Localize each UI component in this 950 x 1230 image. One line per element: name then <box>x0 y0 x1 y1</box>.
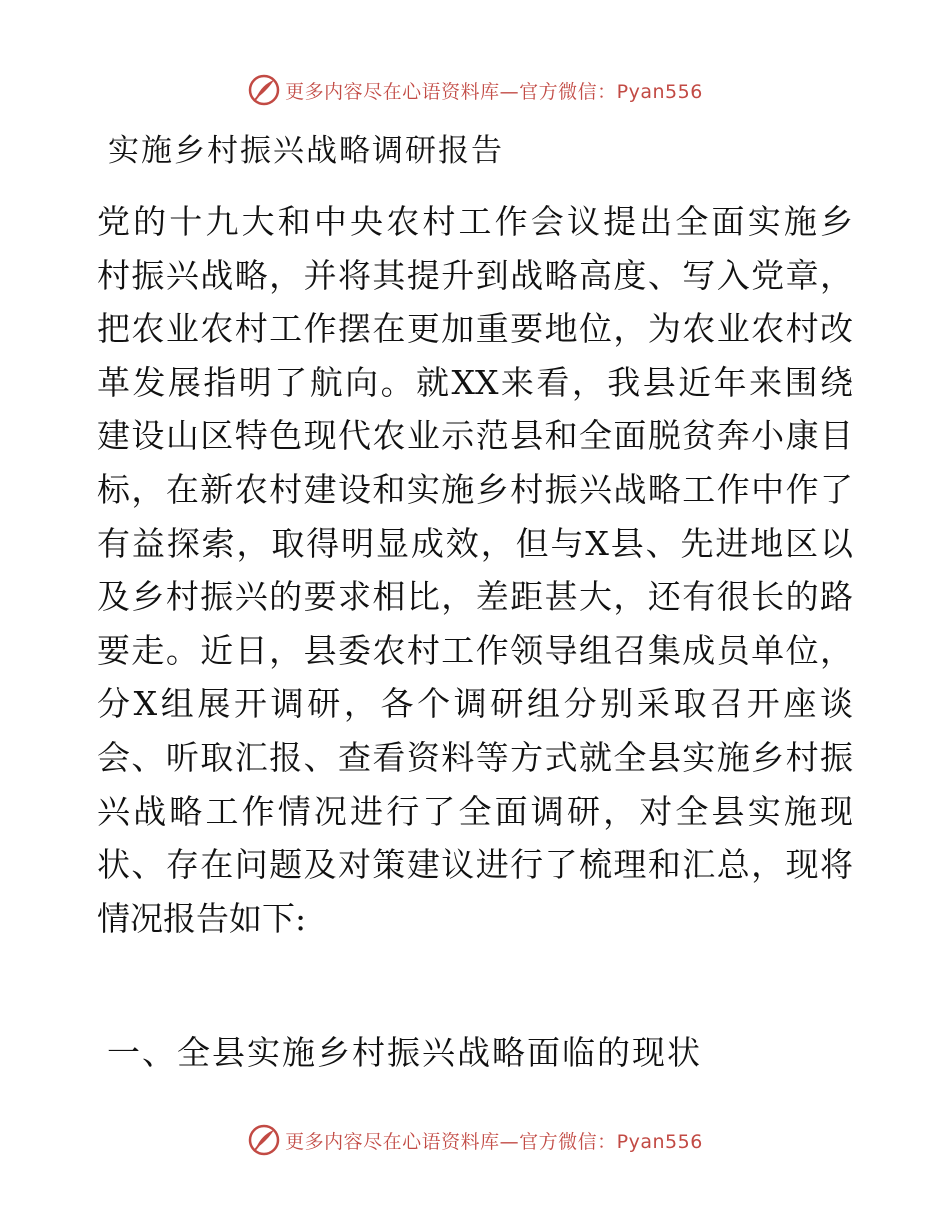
body-line: 分X组展开调研，各个调研组分别采取召开座谈 <box>97 684 853 724</box>
body-paragraph <box>97 195 853 945</box>
body-line: 把农业农村工作摆在更加重要地位，为农业农村改 <box>97 309 853 349</box>
quill-logo-icon <box>247 73 281 107</box>
watermark-text: 更多内容尽在心语资料库—官方微信：Pyan556 <box>285 1130 703 1153</box>
section-heading: 一、全县实施乡村振兴战略面临的现状 <box>107 1033 702 1072</box>
quill-logo-icon <box>247 1123 281 1157</box>
body-line: 要走。近日，县委农村工作领导组召集成员单位， <box>97 630 853 670</box>
body-line: 有益探索，取得明显成效，但与X县、先进地区以 <box>97 523 853 563</box>
body-line: 村振兴战略，并将其提升到战略高度、写入党章， <box>97 255 853 295</box>
footer-watermark <box>0 1122 950 1158</box>
body-line: 党的十九大和中央农村工作会议提出全面实施乡 <box>97 202 853 241</box>
document-title: 实施乡村振兴战略调研报告 <box>108 133 504 169</box>
body-line: 状、存在问题及对策建议进行了梳理和汇总，现将 <box>97 845 853 885</box>
header-watermark <box>0 72 950 108</box>
body-line: 兴战略工作情况进行了全面调研，对全县实施现 <box>97 791 853 831</box>
body-line: 及乡村振兴的要求相比，差距甚大，还有很长的路 <box>97 577 853 617</box>
body-line: 革发展指明了航向。就XX来看，我县近年来围绕 <box>97 362 853 402</box>
body-line: 会、听取汇报、查看资料等方式就全县实施乡村振 <box>97 737 853 777</box>
watermark-text: 更多内容尽在心语资料库—官方微信：Pyan556 <box>285 80 703 103</box>
body-line: 建设山区特色现代农业示范县和全面脱贫奔小康目 <box>97 416 853 456</box>
body-line: 情况报告如下: <box>97 898 307 938</box>
body-line: 标，在新农村建设和实施乡村振兴战略工作中作了 <box>97 469 853 509</box>
